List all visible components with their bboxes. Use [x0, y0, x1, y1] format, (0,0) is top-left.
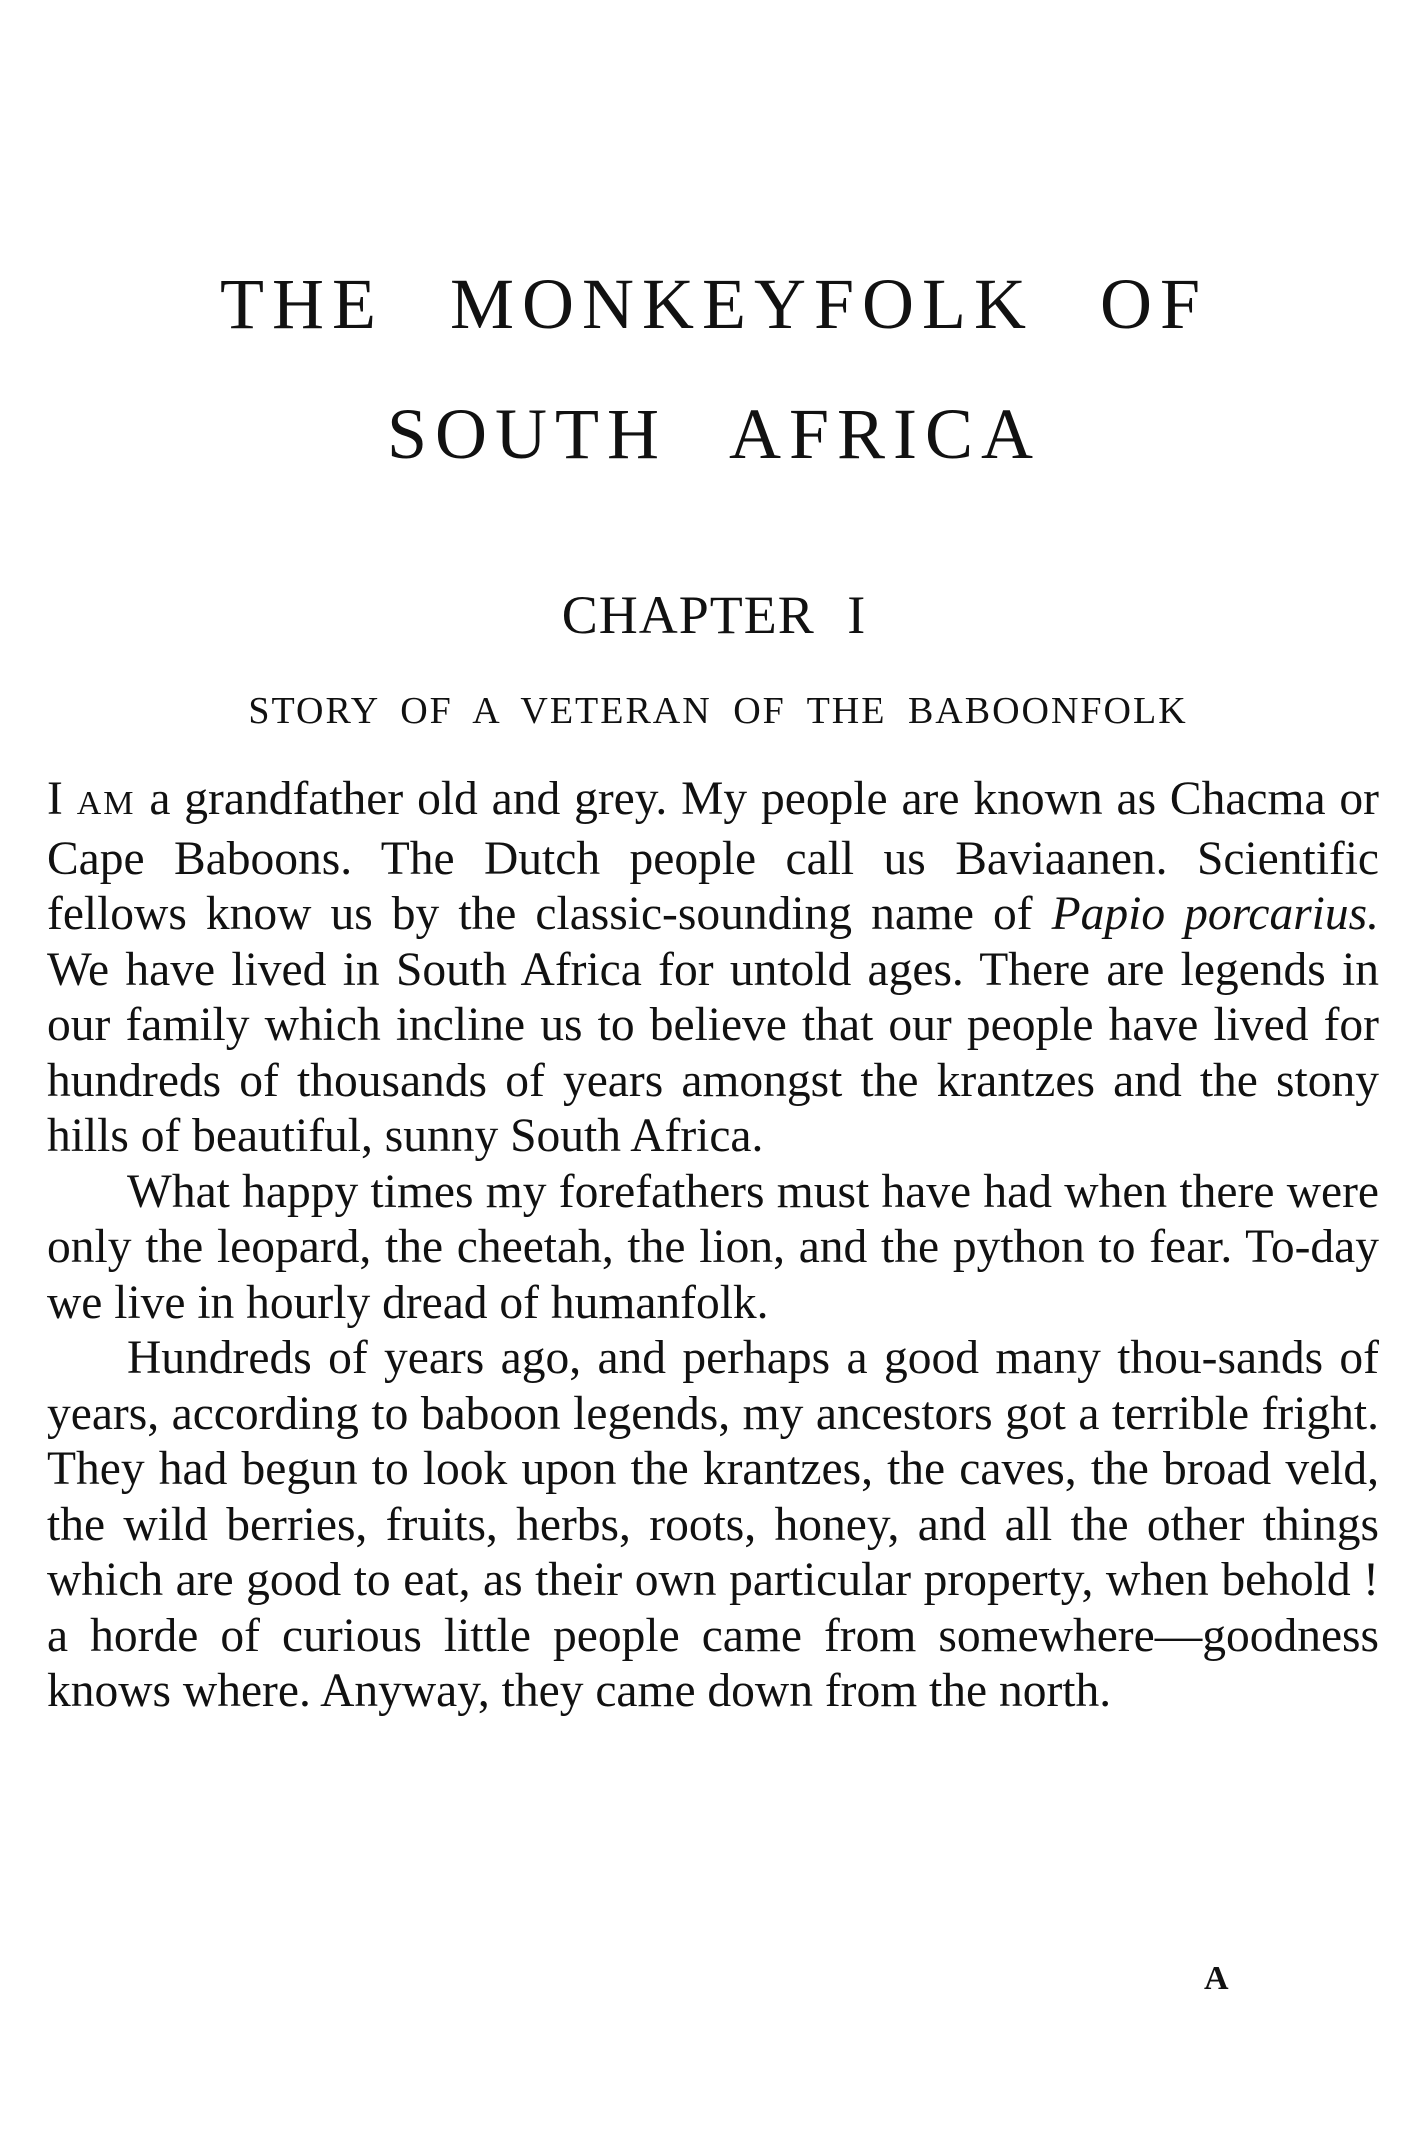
book-title-line-2: SOUTH AFRICA: [386, 394, 1042, 474]
signature-mark: A: [1204, 1960, 1229, 1997]
paragraph-1: [47, 772, 1379, 1165]
chapter-subtitle: STORY OF A VETERAN OF THE BABOONFOLK: [248, 690, 1188, 732]
paragraph-2: What happy times my forefathers must have had when there were only the leopard, the cheetah, the lion, and the python to fear. To-day we live in hourly dread of humanfolk.: [47, 1165, 1379, 1329]
chapter-heading: CHAPTER I: [561, 585, 867, 645]
paragraph-1-small-caps: AM: [76, 785, 136, 822]
book-title-line-1: THE MONKEYFOLK OF: [220, 264, 1208, 344]
chapter-body: [47, 772, 1379, 1720]
paragraph-1-initial: I: [47, 773, 77, 825]
paragraph-3: Hundreds of years ago, and perhaps a good many thou-sands of years, according to baboon legends, my ancestors got a terrible fright. They had begun to look upon the krantzes, the caves, the broad veld, the wild berries, fruits, herbs, roots, honey, and all the other things which are good to eat, as their own particular property, when behold ! a horde of curious little people came from somewhere—goodness knows where. Anyway, they came down from the north.: [47, 1332, 1379, 1717]
paragraph-1-text-a: a grandfather old and grey. My people are known as Chacma or Cape Baboons. The Dutch people call us Baviaanen. Scientific fellows know us by the classic-sounding name of: [47, 773, 1379, 940]
paragraph-1-text-b: We have lived in South Africa for untold ages. There are legends in our family which incline us to believe that our people have lived for hundreds of thousands of years amongst the krantzes and the stony hills of beautiful, sunny South Africa.: [47, 943, 1379, 1162]
paragraph-1-italic-species: Papio porcarius.: [1051, 888, 1379, 940]
